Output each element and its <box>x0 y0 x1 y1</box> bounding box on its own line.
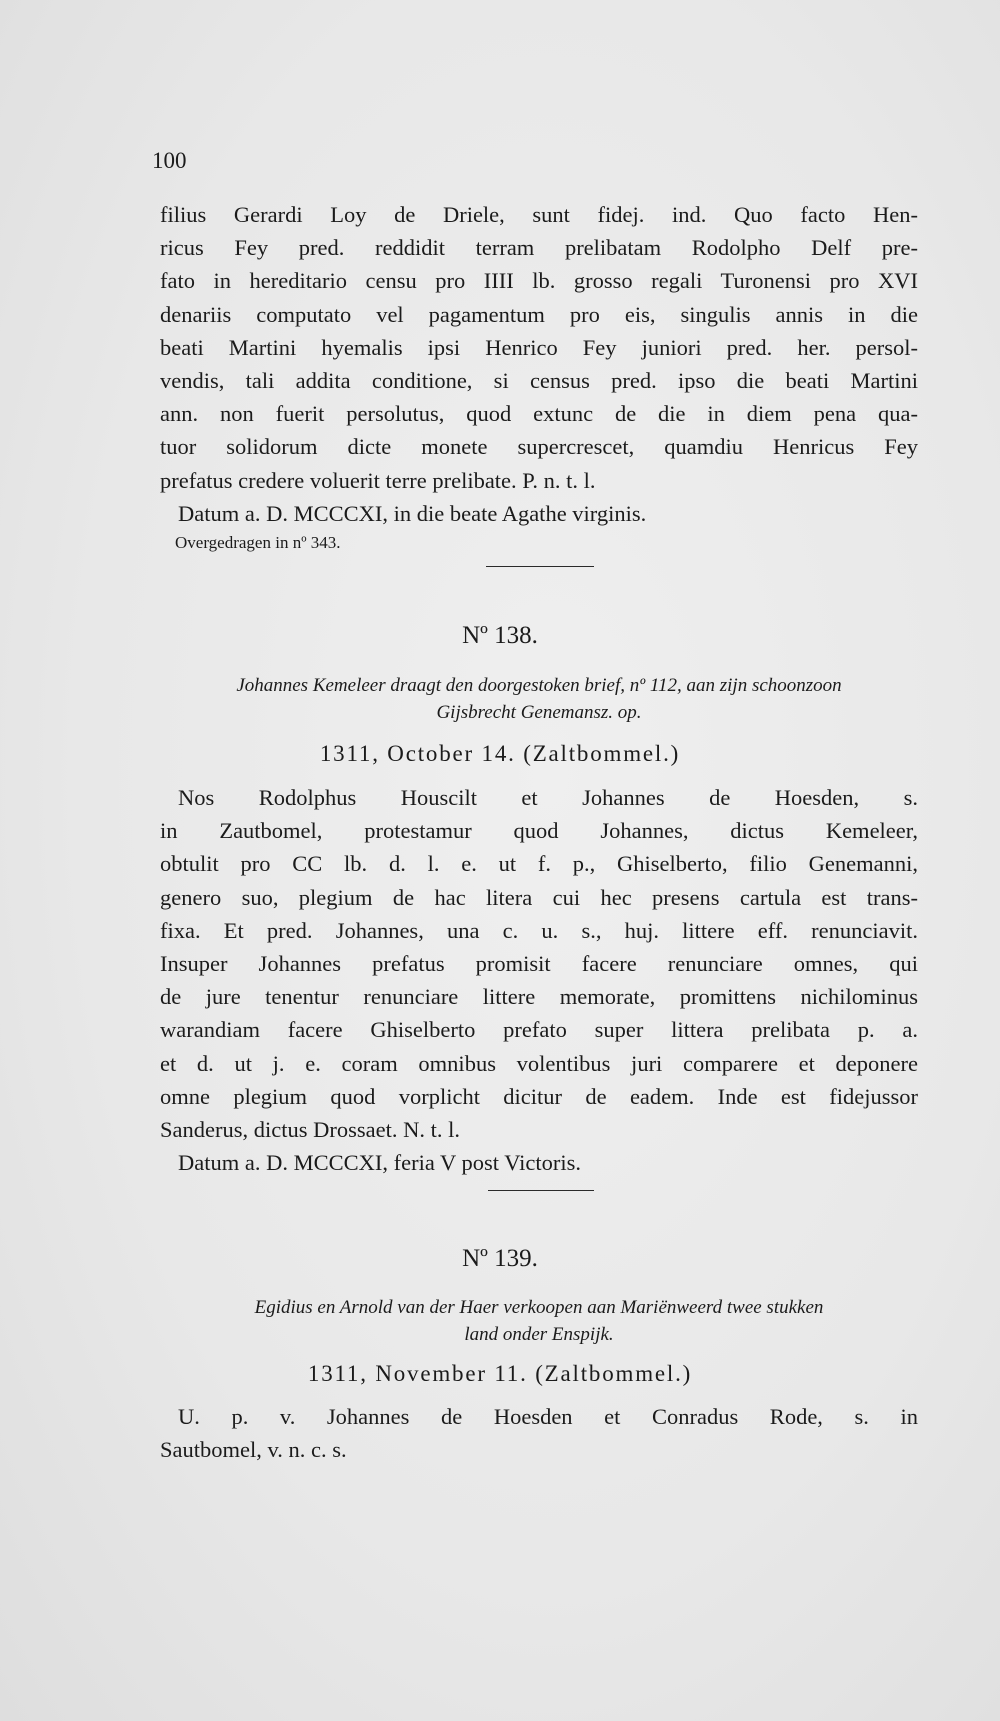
document-dateline: 1311, October 14. (Zaltbommel.) <box>319 741 681 766</box>
document-summary <box>160 1294 918 1348</box>
text-line: U. p. v. Johannes de Hoesden et Conradus Rode, s. in <box>178 1404 918 1429</box>
page-number: 100 <box>152 148 187 173</box>
text-line: et d. ut j. e. coram omnibus volentibus juri comparere et deponere <box>160 1050 918 1076</box>
separator-rule <box>486 566 594 567</box>
text-line: ricus Fey pred. reddidit terram prelibatam Rodolpho Delf pre- <box>160 235 918 261</box>
text-line: beati Martini hyemalis ipsi Henrico Fey juniori pred. her. persol- <box>160 334 918 360</box>
text-line: ann. non fuerit persolutus, quod extunc de die in diem pena qua- <box>160 401 918 427</box>
text-line: Sautbomel, v. n. c. s. <box>160 1437 347 1463</box>
text-line: filius Gerardi Loy de Driele, sunt fidej. ind. Quo facto Hen- <box>160 202 918 227</box>
document-text <box>160 1400 918 1466</box>
text-line: Datum a. D. MCCCXI, feria V post Victoris. <box>178 1150 582 1176</box>
text-line: in Zautbomel, protestamur quod Johannes, dictus Kemeleer, <box>160 818 918 844</box>
document-summary <box>160 672 918 726</box>
document-dateline: 1311, November 11. (Zaltbommel.) <box>307 1361 693 1386</box>
text-line: prefatus credere voluerit terre prelibate. P. n. t. l. <box>160 467 596 493</box>
continuation-text <box>160 198 918 530</box>
text-line: de jure tenentur renunciare littere memorate, promittens nichilominus <box>160 984 918 1010</box>
transfer-note: Overgedragen in nº 343. <box>175 533 341 552</box>
text-line: obtulit pro CC lb. d. l. e. ut f. p., Ghiselberto, filio Genemanni, <box>160 851 918 877</box>
text-line: vendis, tali addita conditione, si census pred. ipso die beati Martini <box>160 368 918 394</box>
text-line: warandiam facere Ghiselberto prefato super littera prelibata p. a. <box>160 1017 918 1043</box>
document-number: Nº 139. <box>462 1245 538 1272</box>
text-line: Nos Rodolphus Houscilt et Johannes de Hoesden, s. <box>178 785 918 810</box>
summary-line: Egidius en Arnold van der Haer verkoopen aan Mariënweerd twee stukken <box>254 1297 824 1318</box>
text-line: genero suo, plegium de hac litera cui hec presens cartula est trans- <box>160 884 918 910</box>
document-text <box>160 781 918 1179</box>
separator-rule <box>488 1190 594 1191</box>
document-number: Nº 138. <box>462 622 538 649</box>
text-line: omne plegium quod vorplicht dicitur de eadem. Inde est fidejussor <box>160 1083 918 1109</box>
text-line: Insuper Johannes prefatus promisit facere renunciare omnes, qui <box>160 951 918 977</box>
summary-line: Gijsbrecht Genemansz. op. <box>436 702 642 723</box>
text-line: tuor solidorum dicte monete supercrescet, quamdiu Henricus Fey <box>160 434 918 460</box>
summary-line: land onder Enspijk. <box>464 1324 614 1345</box>
text-line: fixa. Et pred. Johannes, una c. u. s., huj. littere eff. renunciavit. <box>160 917 918 943</box>
summary-line: Johannes Kemeleer draagt den doorgestoken brief, nº 112, aan zijn schoonzoon <box>236 675 842 696</box>
text-line: Datum a. D. MCCCXI, in die beate Agathe virginis. <box>178 500 647 526</box>
text-line: denariis computato vel pagamentum pro eis, singulis annis in die <box>160 301 918 327</box>
text-line: Sanderus, dictus Drossaet. N. t. l. <box>160 1117 460 1143</box>
text-line: fato in hereditario censu pro IIII lb. grosso regali Turonensi pro XVI <box>160 268 918 294</box>
